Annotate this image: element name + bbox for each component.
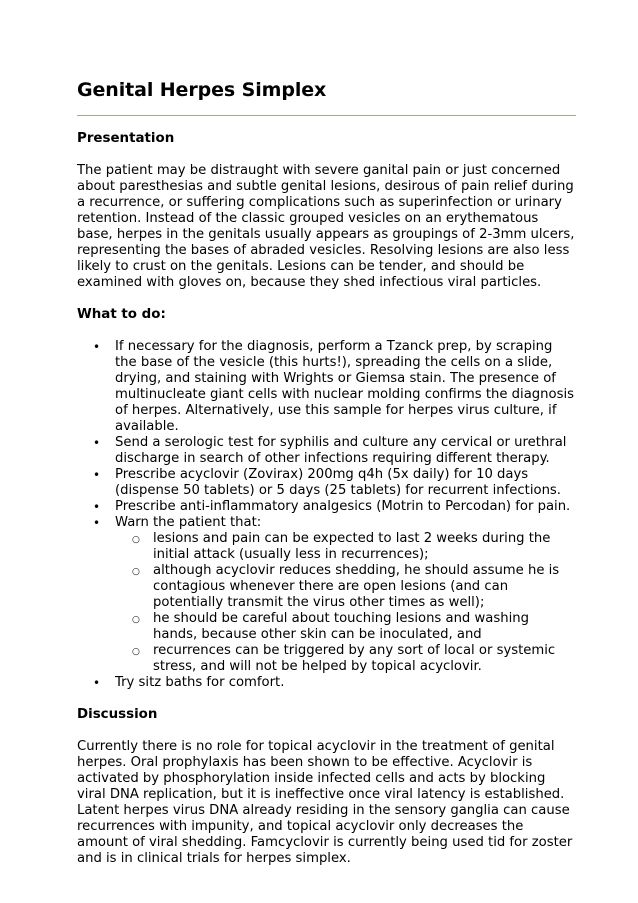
warn-sublist (115, 531, 577, 675)
list-item-text: Send a serologic test for syphilis and culture any cervical or urethral discharge in search of other infections requiring different therapy. (115, 435, 567, 466)
list-item (115, 467, 577, 499)
sublist-item (153, 611, 577, 643)
document-body (77, 131, 577, 883)
list-item-text: If necessary for the diagnosis, perform a Tzanck prep, by scraping the base of the vesicle (this hurts!), spreading the cells on a slide, drying, and staining with Wrights or Giemsa stain. The presence of multinucleate giant cells with nuclear molding confirms the diagnosis of herpes. Alternatively, use this sample for herpes virus culture, if available. (115, 339, 574, 434)
discussion-paragraph: Currently there is no role for topical acyclovir in the treatment of genital herpes. Oral prophylaxis has been shown to be effective. Acyclovir is activated by phosphorylation inside infected cells and acts by blocking viral DNA replication, but it is ineffective once viral latency is established. Latent herpes virus DNA already residing in the sensory ganglia can cause recurrences with impunity, and topical acyclovir only decreases the amount of viral shedding. Famcyclovir is currently being used tid for zoster and is in clinical trials for herpes simplex. (77, 739, 573, 866)
presentation-paragraph: The patient may be distraught with severe ganital pain or just concerned about paresthesias and subtle genital lesions, desirous of pain relief during a recurrence, or suffering complications such as superinfection or urinary retention. Instead of the classic grouped vesicles on an erythematous base, herpes in the genitals usually appears as groupings of 2-3mm ulcers, representing the bases of abraded vesicles. Resolving lesions are also less likely to crust on the genitals. Lesions can be tender, and should be examined with gloves on, because they shed infectious viral particles. (77, 163, 575, 290)
sublist-item-text: lesions and pain can be expected to last 2 weeks during the initial attack (usually less in recurrences); (153, 531, 551, 562)
list-item (115, 515, 577, 675)
sublist-item-text: recurrences can be triggered by any sort of local or systemic stress, and will not be helped by topical acyclovir. (153, 643, 556, 674)
list-item-text: Prescribe anti-inflammatory analgesics (Motrin to Percodan) for pain. (115, 499, 571, 514)
sublist-item (153, 563, 577, 611)
sublist-item-text: he should be careful about touching lesions and washing hands, because other skin can be inoculated, and (153, 611, 529, 642)
presentation-heading: Presentation (77, 131, 175, 146)
list-item-text: Try sitz baths for comfort. (115, 675, 285, 690)
list-item (115, 499, 577, 515)
what-to-do-heading: What to do: (77, 307, 166, 322)
what-to-do-list (77, 339, 577, 691)
list-item (115, 339, 577, 435)
list-item-text: Prescribe acyclovir (Zovirax) 200mg q4h (5x daily) for 10 days (dispense 50 tablets) or 5 days (25 tablets) for recurrent infections. (115, 467, 561, 498)
list-item (115, 675, 577, 691)
list-item (115, 435, 577, 467)
list-item-text: Warn the patient that: (115, 515, 262, 530)
page-title: Genital Herpes Simplex (77, 79, 327, 101)
discussion-heading: Discussion (77, 707, 158, 722)
title-divider (77, 115, 576, 116)
sublist-item (153, 531, 577, 563)
sublist-item (153, 643, 577, 675)
sublist-item-text: although acyclovir reduces shedding, he should assume he is contagious whenever there are open lesions (and can potentially transmit the virus other times as well); (153, 563, 560, 610)
